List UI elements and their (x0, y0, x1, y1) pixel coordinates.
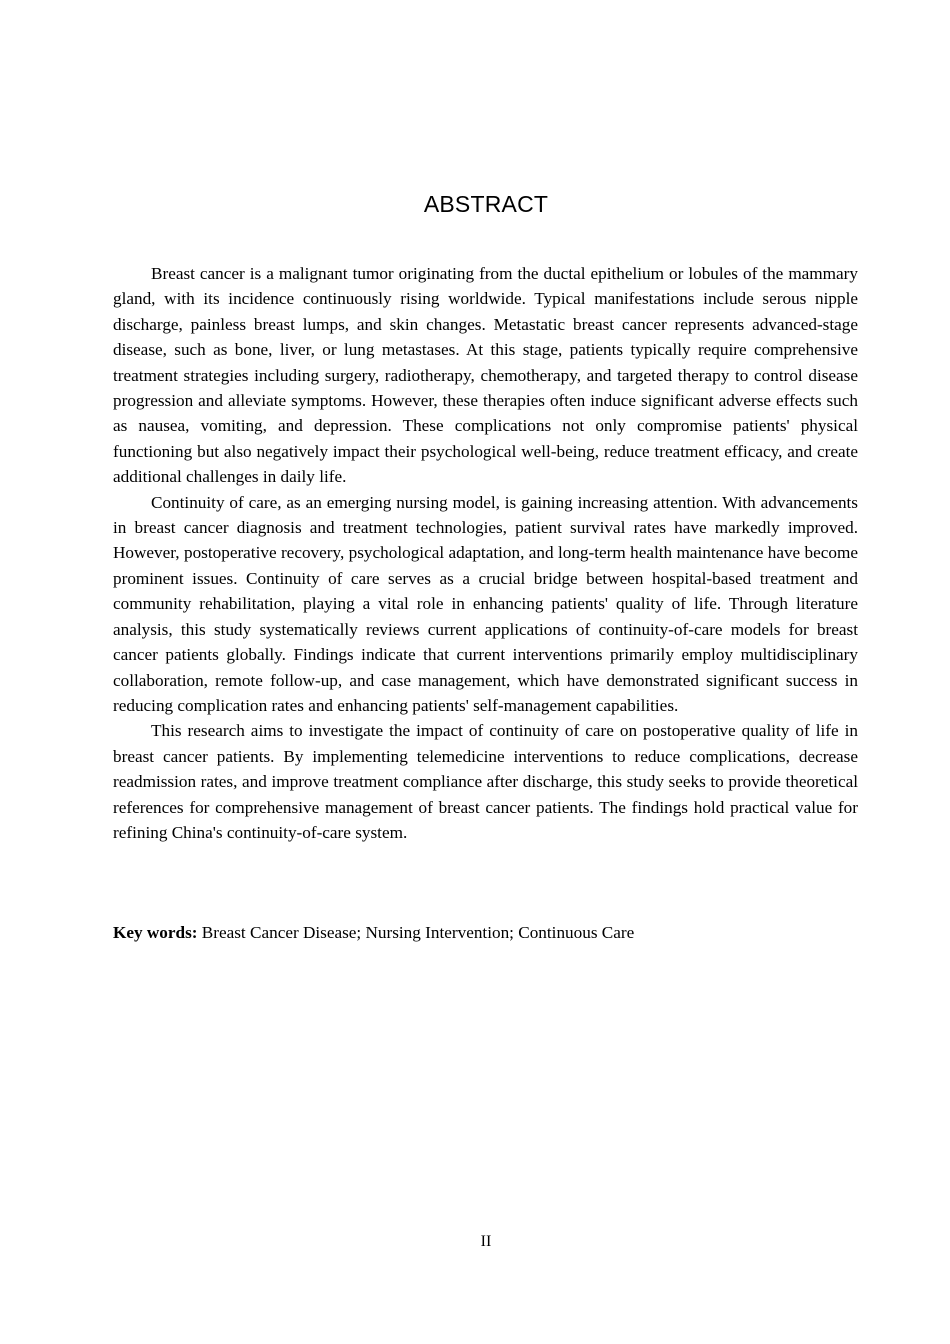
abstract-paragraph-2: Continuity of care, as an emerging nursing model, is gaining increasing attention. With advancements in breast cancer diagnosis and treatment technologies, patient survival rates have markedly improved. However, postoperative recovery, psychological adaptation, and long-term health maintenance have become prominent issues. Continuity of care serves as a crucial bridge between hospital-based treatment and community rehabilitation, playing a vital role in enhancing patients' quality of life. Through literature analysis, this study systematically reviews current applications of continuity-of-care models for breast cancer patients globally. Findings indicate that current interventions primarily employ multidisciplinary collaboration, remote follow-up, and case management, which have demonstrated significant success in reducing complication rates and enhancing patients' self-management capabilities. (113, 492, 858, 715)
keywords-line (113, 920, 858, 945)
abstract-paragraph-3: This research aims to investigate the impact of continuity of care on postoperative quality of life in breast cancer patients. By implementing telemedicine interventions to reduce complications, decrease readmission rates, and improve treatment compliance after discharge, this study seeks to provide theoretical references for comprehensive management of breast cancer patients. The findings hold practical value for refining China's continuity-of-care system. (113, 721, 858, 842)
keywords-text: Breast Cancer Disease; Nursing Intervention; Continuous Care (201, 923, 635, 942)
keywords-label: Key words: (113, 923, 198, 942)
abstract-paragraph-1: Breast cancer is a malignant tumor originating from the ductal epithelium or lobules of the mammary gland, with its incidence continuously rising worldwide. Typical manifestations include serous nipple discharge, painless breast lumps, and skin changes. Metastatic breast cancer represents advanced-stage disease, such as bone, liver, or lung metastases. At this stage, patients typically require comprehensive treatment strategies including surgery, radiotherapy, chemotherapy, and targeted therapy to control disease progression and alleviate symptoms. However, these therapies often induce significant adverse effects such as nausea, vomiting, and depression. These complications not only compromise patients' physical functioning but also negatively impact their psychological well-being, reduce treatment efficacy, and create additional challenges in daily life. (113, 264, 858, 487)
page-number: II (480, 1233, 492, 1250)
abstract-title: ABSTRACT (423, 191, 549, 217)
abstract-body (113, 261, 858, 845)
